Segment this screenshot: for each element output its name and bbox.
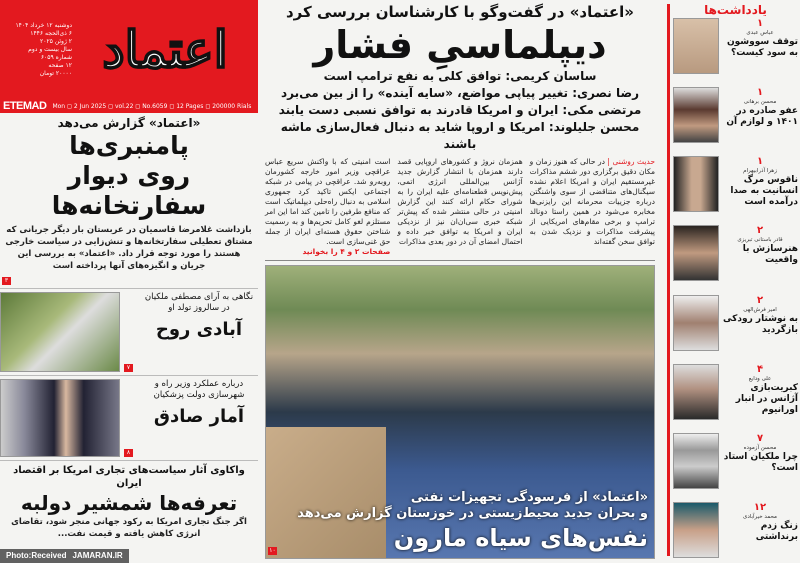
- note-author: علی ودایع: [748, 375, 772, 382]
- maroon-river-photo: [265, 265, 655, 559]
- note-item[interactable]: [673, 295, 798, 351]
- note-page: ۴: [756, 363, 764, 375]
- author-photo: [673, 18, 719, 74]
- note-page: ۲: [756, 225, 764, 237]
- page-badge: ۷: [124, 364, 133, 372]
- read-more-link[interactable]: صفحات ۲ و ۴ را بخوانید: [302, 247, 391, 256]
- note-title: عفو صادره در ۱۴۰۱ و لوازم آن: [726, 106, 798, 128]
- note-title: زنگ زدم برنداشتی: [755, 520, 798, 542]
- story-headline: آبادی روح: [155, 319, 243, 340]
- note-item[interactable]: [673, 87, 798, 143]
- watermark-line-1: Photo:Received: [6, 551, 67, 560]
- note-item[interactable]: [673, 225, 798, 281]
- newspaper-logo: اعتماد: [102, 19, 228, 79]
- story-malekian[interactable]: [0, 289, 258, 375]
- note-item[interactable]: [673, 18, 798, 74]
- note-author: امیر فرش‌الهی: [743, 306, 777, 313]
- photo-story-headline: نفس‌های سیاه مارون: [393, 524, 648, 552]
- author-photo: [673, 502, 719, 558]
- minister-photo: [0, 379, 120, 457]
- issue-pages: ۱۲ صفحه: [48, 61, 72, 69]
- lead-body: بازداشت غلامرضا قاسمیان در عربستان بار دیگر جریانی که مشتاق تعطیلی سفارتخانه‌ها و تنش‌زایی در سیاست خارجی هستند را مورد توجه قرار داد. «اعتماد» به بررسی این جریان و انگیزه‌های آنها پرداخته است: [5, 225, 253, 271]
- photo-story-kicker-2: و بحران جدید محیط‌زیستی در خوزستان گزارش می‌دهد: [297, 506, 648, 521]
- main-body-column-3: [265, 157, 390, 257]
- note-author: عباس عبدی: [746, 30, 774, 36]
- author-photo: [673, 295, 719, 351]
- note-page: ۱: [756, 87, 764, 99]
- page-badge: ۸: [124, 449, 133, 457]
- lead-kicker: «اعتماد» گزارش می‌دهد: [57, 116, 201, 130]
- story-headline: تعرفه‌ها شمشیر دولبه: [20, 491, 238, 515]
- notes-title: یادداشت‌ها: [704, 3, 767, 17]
- main-body-column-1: [530, 157, 655, 257]
- story-headline: آمار صادق: [153, 406, 245, 427]
- issue-date: دوشنبه ۱۲ خرداد ۱۴۰۴: [15, 21, 72, 29]
- masthead-bar: [0, 99, 258, 113]
- issue-info: [0, 22, 72, 78]
- column-text: در حالی که هنوز زمان و مکان دقیق برگزاری دور ششم مذاکرات غیرمستقیم ایران و امریکا اعلام نشده سیگنال‌های متناقضی از سوی واشنگتن درباره جزییات محرمانه این رایزنی‌ها مخابره می‌شود در همین راستا دونالد ترامپ و برخی مقام‌های امریکایی از پیشرفت مذاکرات و نزدیک شدن به توافق سخن گفته‌اند: [529, 157, 655, 246]
- author-photo: [673, 87, 719, 143]
- author-photo: [673, 225, 719, 281]
- issue-price: ۲۰۰۰۰ تومان: [39, 69, 72, 77]
- note-item[interactable]: [673, 364, 798, 420]
- subhead: رضا نصری: تغییر پیاپی مواضع، «سایه آینده» را از بین می‌برد: [281, 86, 639, 100]
- main-body: [265, 157, 655, 257]
- main-body-column-2: همزمان نروژ و کشورهای اروپایی قصد دارند همزمان با انتشار گزارش جدید آژانس بین‌المللی انرژی اتمی، پیش‌نویس قطعنامه‌ای علیه ایران را به شورای حکام ارائه کنند این گزارش امنیتی در حالی منتشر شده که پیش‌تر شبکه خبری سی‌ان‌ان نیز از نزدیکی ایران و امریکا به توافق خبر داده و احتمال امضای آن در دور بعدی مذاکرات: [397, 157, 523, 246]
- lead-headline-1: پامنبری‌ها: [69, 131, 189, 160]
- left-lead-story[interactable]: [0, 115, 258, 288]
- latin-issue-info: Mon ◻ 2 Jun 2025 ◻ vol.22 ◻ No.6059 ◻ 12 Pages ◻ 200000 Rials: [52, 102, 252, 110]
- byline: حدیث روشنی |: [607, 157, 655, 166]
- story-kicker: درباره عملکرد وزیر راه و شهرسازی دولت پزشکیان: [153, 379, 245, 400]
- notes-column: [667, 0, 800, 563]
- malekian-photo: [0, 292, 120, 372]
- watermark-line-2: JAMARAN.IR: [72, 551, 123, 560]
- main-kicker: «اعتماد» در گفت‌وگو با کارشناسان بررسی کرد: [285, 3, 635, 21]
- note-title: توقف سووشون به سود کیست؟: [726, 37, 798, 58]
- divider: [265, 260, 655, 261]
- lead-headline-2: روی دیوار سفارتخانه‌ها: [51, 161, 207, 220]
- subhead: مرتضی مکی: ایران و امریکا قادرند به توافق نسبی دست یابند: [278, 103, 642, 117]
- photo-story[interactable]: [288, 490, 648, 554]
- story-minister[interactable]: [0, 376, 258, 460]
- note-author: محسن برهانی: [743, 99, 777, 106]
- author-photo: [673, 433, 719, 489]
- note-title: چرا ملکیان استاد است؟: [723, 451, 798, 473]
- note-title: ناقوس مرگ انسانیت به صدا درآمده است: [730, 175, 798, 208]
- main-story[interactable]: [265, 3, 655, 153]
- latin-name: ETEMAD: [3, 100, 47, 112]
- issue-gregorian-date: ۲ ژوئن ۲۰۲۵: [40, 37, 72, 45]
- note-page: ۲: [756, 294, 764, 306]
- note-page: ۱۲: [753, 501, 767, 513]
- masthead: [0, 0, 258, 113]
- note-page: ۱: [756, 18, 764, 29]
- subhead: محسن جلیلوند: امریکا و اروپا شاید به دنبال فعال‌سازی ماشه باشند: [280, 120, 640, 151]
- note-author: محسن آزموده: [743, 444, 777, 451]
- issue-number: شماره ۶۰۵۹: [40, 53, 72, 61]
- story-kicker: واکاوی آثار سیاست‌های تجاری امریکا بر اقتصاد ایران: [13, 465, 245, 489]
- note-author: قادر باستانی تبریزی: [737, 237, 783, 244]
- note-author: محمد خیرآبادی: [743, 513, 777, 520]
- page-badge: ۳: [2, 277, 11, 285]
- column-text: است امنیتی که با واکنش سریع عباس عراقچی وزیر امور خارجه کشورمان روبه‌رو شد. عراقچی در پیامی در شبکه اجتماعی ایکس تاکید کرد جمهوری اسلامی به دنبال راه‌حلی دیپلماتیک است که منافع طرفین را تامین کند اما این امر مستلزم لغو کامل تحریم‌ها و به رسمیت شناختن حقوق هسته‌ای ایران از جمله حق غنی‌سازی است.: [265, 157, 391, 246]
- issue-year: سال بیست و دوم: [28, 45, 72, 53]
- main-headline: دیپلماسیِ فشار: [313, 23, 607, 67]
- note-page: ۱: [756, 156, 764, 168]
- note-title: هنرسازش با واقعیت: [742, 244, 798, 266]
- notes-accent-bar: [667, 4, 670, 556]
- photo-story-kicker-1: «اعتماد» از فرسودگی تجهیزات نفتی: [410, 490, 648, 505]
- story-body: اگر جنگ تجاری امریکا به رکود جهانی منجر شود، تقاضای انرژی کاهش یافته و قیمت نفت...: [11, 517, 247, 539]
- issue-hijri-date: ۶ ذی‌الحجه ۱۴۴۶: [30, 29, 72, 37]
- note-author: زهرا آذرابیهرام: [743, 168, 777, 175]
- page-badge: ۱۰: [269, 547, 276, 554]
- watermark: [0, 549, 129, 563]
- author-photo: [673, 156, 719, 212]
- note-title: کبریت‌بازی آژانس در انبار اورانیوم: [735, 382, 798, 415]
- story-tariffs[interactable]: [0, 461, 258, 540]
- left-column: [0, 115, 258, 547]
- note-item[interactable]: [673, 502, 798, 558]
- author-photo: [673, 364, 719, 420]
- story-kicker: نگاهی به آرای مصطفی ملکیان در سالروز تولد او: [144, 292, 254, 313]
- note-item[interactable]: [673, 433, 798, 489]
- note-title: به نوشتار رودکی بازگردید: [723, 313, 798, 335]
- note-item[interactable]: [673, 156, 798, 212]
- subhead: ساسان کریمی: توافق کلی به نفع ترامپ است: [323, 69, 597, 83]
- center-column: [265, 3, 655, 559]
- note-page: ۷: [756, 432, 764, 444]
